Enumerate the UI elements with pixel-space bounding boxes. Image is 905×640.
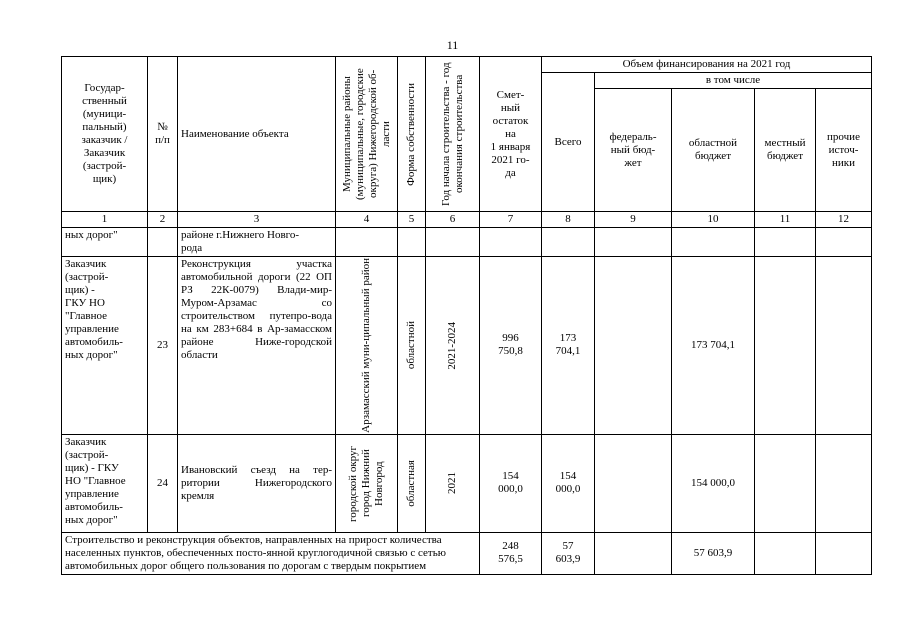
- row-estimate: 154 000,0: [480, 434, 542, 532]
- header-including: в том числе: [595, 73, 872, 89]
- col-number: 9: [595, 212, 672, 228]
- row-num: 24: [148, 434, 178, 532]
- header-other: прочие источ- ники: [816, 89, 872, 212]
- row-federal: [595, 257, 672, 435]
- column-numbers-row: [62, 212, 872, 228]
- summary-row: [62, 532, 872, 574]
- row-customer: Заказчик (застрой- щик) - ГКУ НО "Главное управление автомобиль- ных дорог": [62, 257, 148, 435]
- row-years: 2021-2024: [426, 257, 480, 435]
- row-object-name: Ивановский съезд на тер-ритории Нижегородского кремля: [178, 434, 336, 532]
- header-federal: федераль- ный бюд- жет: [595, 89, 672, 212]
- row-customer: Заказчик (застрой- щик) - ГКУ НО "Главное управление автомобиль- ных дорог": [62, 434, 148, 532]
- row-local: [755, 257, 816, 435]
- col-number: 2: [148, 212, 178, 228]
- row-regional: 173 704,1: [672, 257, 755, 435]
- row-years: 2021: [426, 434, 480, 532]
- row-ownership: областной: [398, 257, 426, 435]
- row-total: 154 000,0: [542, 434, 595, 532]
- summary-estimate: 248 576,5: [480, 532, 542, 574]
- row-local: [755, 434, 816, 532]
- header-num: № п/п: [148, 57, 178, 212]
- col-number: 1: [62, 212, 148, 228]
- col-number: 8: [542, 212, 595, 228]
- col-number: 3: [178, 212, 336, 228]
- header-ownership: Форма собственности: [398, 57, 426, 212]
- col-number: 10: [672, 212, 755, 228]
- row-num: 23: [148, 257, 178, 435]
- page-number: 11: [446, 38, 459, 52]
- row-other: [816, 434, 872, 532]
- row-federal: [595, 434, 672, 532]
- continuation-row: [62, 228, 872, 257]
- continuation-customer: ных дорог": [62, 228, 148, 257]
- table-row: [62, 434, 872, 532]
- header-row-1: [62, 57, 872, 73]
- row-object-name: Реконструкция участка автомобильной дороги (22 ОП РЗ 22К-0079) Влади-мир-Муром-Арзамас со строительством путепро-вода на км 283+684 в Ар-замасском районе Ниже-городской области: [178, 257, 336, 435]
- row-other: [816, 257, 872, 435]
- summary-regional: 57 603,9: [672, 532, 755, 574]
- col-number: 6: [426, 212, 480, 228]
- row-ownership: областная: [398, 434, 426, 532]
- col-number: 11: [755, 212, 816, 228]
- financing-table: [61, 56, 872, 575]
- header-years: Год начала строительства - год окончания строительства: [426, 57, 480, 212]
- header-funding: Объем финансирования на 2021 год: [542, 57, 872, 73]
- row-district: Арзамасский муни-ципальный район: [336, 257, 398, 435]
- col-number: 4: [336, 212, 398, 228]
- continuation-object-name: районе г.Нижнего Новго- рода: [178, 228, 336, 257]
- row-estimate: 996 750,8: [480, 257, 542, 435]
- header-regional: областной бюджет: [672, 89, 755, 212]
- col-number: 5: [398, 212, 426, 228]
- header-estimate: Смет- ный остаток на 1 января 2021 го- да: [480, 57, 542, 212]
- header-object-name: Наименование объекта: [178, 57, 336, 212]
- row-regional: 154 000,0: [672, 434, 755, 532]
- table-row: [62, 257, 872, 435]
- row-total: 173 704,1: [542, 257, 595, 435]
- header-customer: Государ- ственный (муници- пальный) заказчик / Заказчик (застрой- щик): [62, 57, 148, 212]
- summary-total: 57 603,9: [542, 532, 595, 574]
- header-districts: Муниципальные районы (муниципальные, городские округа) Нижегородской об-ласти: [336, 57, 398, 212]
- header-local: местный бюджет: [755, 89, 816, 212]
- summary-text: Строительство и реконструкция объектов, направленных на прирост количества населенных пунктов, обеспеченных посто-янной круглогодичной связью с сетью автомобильных дорог общего пользования по дорогам с твердым покрытием: [62, 532, 480, 574]
- col-number: 12: [816, 212, 872, 228]
- row-district: городской округ город Нижний Новгород: [336, 434, 398, 532]
- header-total: Всего: [542, 73, 595, 212]
- col-number: 7: [480, 212, 542, 228]
